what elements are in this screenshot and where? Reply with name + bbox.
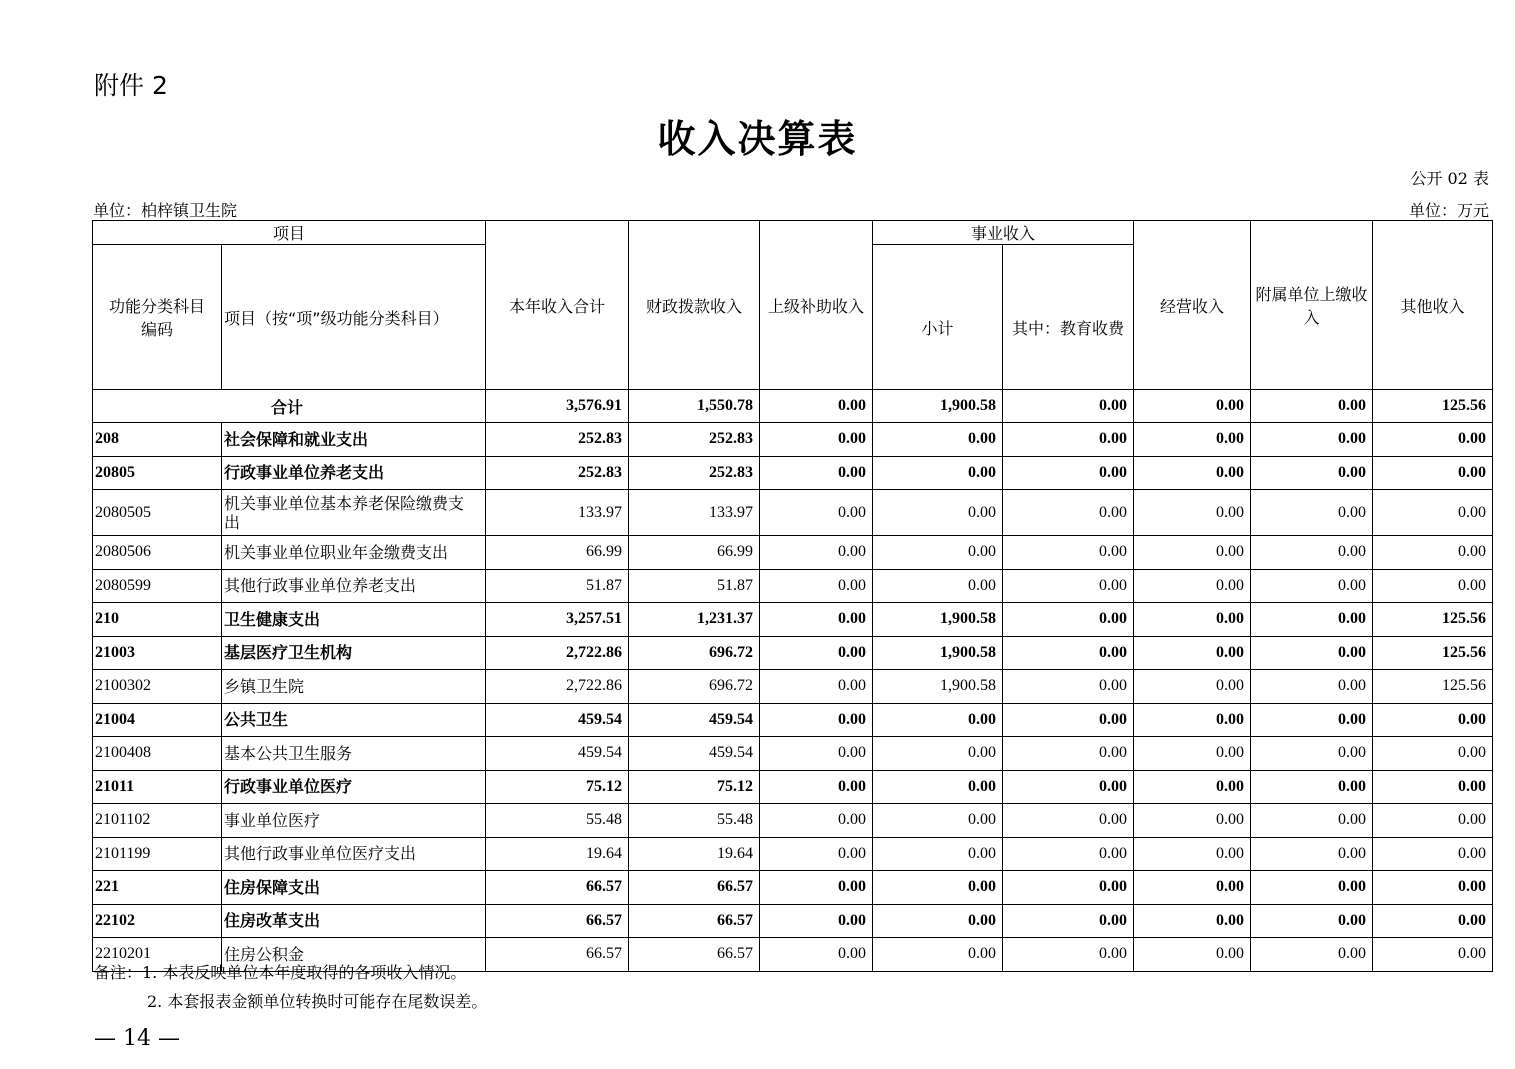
amount-cell: 0.00: [1134, 871, 1251, 905]
amount-cell: 0.00: [1251, 670, 1373, 704]
total-value: 0.00: [1134, 390, 1251, 423]
amount-cell: 66.57: [486, 904, 629, 938]
table-body: [93, 390, 1493, 972]
subject-name: 乡镇卫生院: [222, 670, 486, 704]
amount-cell: 459.54: [629, 737, 760, 771]
subject-code: 2080506: [93, 536, 222, 570]
table-row: [93, 636, 1493, 670]
table-row: [93, 490, 1493, 536]
header-superior-subsidy: 上级补助收入: [760, 221, 873, 390]
header-project: 项目: [93, 221, 486, 245]
amount-cell: 133.97: [629, 490, 760, 536]
amount-cell: 125.56: [1373, 603, 1493, 637]
amount-cell: 0.00: [873, 569, 1003, 603]
subject-code: 2101199: [93, 837, 222, 871]
amount-cell: 0.00: [760, 737, 873, 771]
subject-name: 住房公积金: [222, 938, 486, 972]
total-row: [93, 390, 1493, 423]
subject-code: 2080599: [93, 569, 222, 603]
total-value: 1,900.58: [873, 390, 1003, 423]
amount-cell: 66.57: [629, 871, 760, 905]
amount-cell: 66.57: [486, 938, 629, 972]
total-value: 125.56: [1373, 390, 1493, 423]
amount-cell: 0.00: [1003, 456, 1134, 490]
subject-code: 208: [93, 423, 222, 457]
subject-code: 21011: [93, 770, 222, 804]
amount-cell: 252.83: [629, 423, 760, 457]
amount-cell: 0.00: [1373, 770, 1493, 804]
amount-cell: 0.00: [1134, 636, 1251, 670]
total-value: 0.00: [760, 390, 873, 423]
amount-cell: 0.00: [873, 904, 1003, 938]
subject-code: 210: [93, 603, 222, 637]
amount-cell: 252.83: [629, 456, 760, 490]
amount-cell: 0.00: [1134, 703, 1251, 737]
amount-cell: 75.12: [629, 770, 760, 804]
amount-cell: 0.00: [760, 804, 873, 838]
total-label: 合计: [93, 390, 486, 423]
notes: [94, 958, 487, 1016]
amount-cell: 51.87: [629, 569, 760, 603]
amount-cell: 66.57: [486, 871, 629, 905]
total-value: 0.00: [1003, 390, 1134, 423]
amount-cell: 0.00: [1373, 569, 1493, 603]
amount-cell: 0.00: [1134, 456, 1251, 490]
amount-cell: 0.00: [760, 670, 873, 704]
amount-cell: 0.00: [760, 904, 873, 938]
subject-name: 机关事业单位基本养老保险缴费支出: [222, 490, 486, 536]
amount-cell: 0.00: [873, 423, 1003, 457]
amount-cell: 696.72: [629, 636, 760, 670]
amount-cell: 0.00: [1003, 871, 1134, 905]
amount-cell: 0.00: [1373, 938, 1493, 972]
note-1: 备注：1. 本表反映单位本年度取得的各项收入情况。: [94, 963, 467, 982]
amount-cell: 1,900.58: [873, 636, 1003, 670]
amount-cell: 2,722.86: [486, 670, 629, 704]
unit-currency: 单位：万元: [1408, 201, 1489, 220]
subject-name: 行政事业单位医疗: [222, 770, 486, 804]
total-value: 3,576.91: [486, 390, 629, 423]
amount-cell: 0.00: [1003, 938, 1134, 972]
table-row: [93, 603, 1493, 637]
header-education-fee: 其中：教育收费: [1003, 245, 1134, 390]
amount-cell: 55.48: [486, 804, 629, 838]
amount-cell: 0.00: [760, 636, 873, 670]
amount-cell: 0.00: [1251, 456, 1373, 490]
subject-code: 2210201: [93, 938, 222, 972]
table-row: [93, 670, 1493, 704]
amount-cell: 0.00: [1251, 904, 1373, 938]
header-code: 功能分类科目编码: [93, 245, 222, 390]
subject-code: 2100408: [93, 737, 222, 771]
table-row: [93, 804, 1493, 838]
amount-cell: 0.00: [760, 490, 873, 536]
amount-cell: 0.00: [1134, 804, 1251, 838]
subject-name: 社会保障和就业支出: [222, 423, 486, 457]
amount-cell: 459.54: [486, 737, 629, 771]
amount-cell: 0.00: [1003, 737, 1134, 771]
amount-cell: 0.00: [1134, 490, 1251, 536]
total-value: 1,550.78: [629, 390, 760, 423]
page-number: — 14 —: [94, 1026, 180, 1051]
subject-code: 20805: [93, 456, 222, 490]
amount-cell: 0.00: [873, 536, 1003, 570]
amount-cell: 0.00: [873, 737, 1003, 771]
amount-cell: 0.00: [1003, 636, 1134, 670]
amount-cell: 51.87: [486, 569, 629, 603]
amount-cell: 0.00: [1134, 837, 1251, 871]
total-value: 0.00: [1251, 390, 1373, 423]
amount-cell: 66.57: [629, 904, 760, 938]
amount-cell: 0.00: [1373, 703, 1493, 737]
amount-cell: 19.64: [486, 837, 629, 871]
subject-code: 22102: [93, 904, 222, 938]
table-row: [93, 569, 1493, 603]
subject-code: 21004: [93, 703, 222, 737]
amount-cell: 0.00: [1134, 536, 1251, 570]
amount-cell: 0.00: [1003, 603, 1134, 637]
unit-organization: 单位：柏梓镇卫生院: [93, 201, 238, 220]
header-subtotal: 小计: [873, 245, 1003, 390]
amount-cell: 0.00: [1251, 536, 1373, 570]
amount-cell: 0.00: [760, 871, 873, 905]
amount-cell: 0.00: [1373, 871, 1493, 905]
amount-cell: 0.00: [1003, 569, 1134, 603]
amount-cell: 0.00: [1251, 804, 1373, 838]
note-2: 2. 本套报表金额单位转换时可能存在尾数误差。: [147, 992, 488, 1011]
header-fiscal: 财政拨款收入: [629, 221, 760, 390]
amount-cell: 459.54: [486, 703, 629, 737]
amount-cell: 696.72: [629, 670, 760, 704]
amount-cell: 0.00: [1003, 670, 1134, 704]
amount-cell: 0.00: [1373, 423, 1493, 457]
amount-cell: 459.54: [629, 703, 760, 737]
amount-cell: 0.00: [1134, 938, 1251, 972]
amount-cell: 0.00: [1251, 837, 1373, 871]
amount-cell: 0.00: [760, 938, 873, 972]
amount-cell: 0.00: [1134, 569, 1251, 603]
amount-cell: 0.00: [873, 490, 1003, 536]
subject-code: 2080505: [93, 490, 222, 536]
amount-cell: 0.00: [1251, 737, 1373, 771]
amount-cell: 1,900.58: [873, 670, 1003, 704]
amount-cell: 0.00: [760, 569, 873, 603]
amount-cell: 0.00: [1373, 456, 1493, 490]
amount-cell: 133.97: [486, 490, 629, 536]
amount-cell: 0.00: [760, 837, 873, 871]
income-table: [92, 220, 1493, 972]
subject-name: 行政事业单位养老支出: [222, 456, 486, 490]
amount-cell: 0.00: [873, 837, 1003, 871]
amount-cell: 0.00: [1251, 490, 1373, 536]
subject-name: 基层医疗卫生机构: [222, 636, 486, 670]
amount-cell: 0.00: [1373, 904, 1493, 938]
subject-name: 卫生健康支出: [222, 603, 486, 637]
subject-name: 其他行政事业单位医疗支出: [222, 837, 486, 871]
amount-cell: 0.00: [1373, 837, 1493, 871]
amount-cell: 0.00: [760, 536, 873, 570]
amount-cell: 0.00: [1251, 603, 1373, 637]
page-title: 收入决算表: [657, 117, 858, 161]
amount-cell: 0.00: [1003, 490, 1134, 536]
amount-cell: 19.64: [629, 837, 760, 871]
amount-cell: 0.00: [1003, 703, 1134, 737]
amount-cell: 125.56: [1373, 636, 1493, 670]
subject-name: 基本公共卫生服务: [222, 737, 486, 771]
amount-cell: 0.00: [1003, 770, 1134, 804]
amount-cell: 75.12: [486, 770, 629, 804]
amount-cell: 55.48: [629, 804, 760, 838]
amount-cell: 0.00: [760, 603, 873, 637]
table-row: [93, 423, 1493, 457]
amount-cell: 0.00: [1134, 770, 1251, 804]
amount-cell: 0.00: [1251, 703, 1373, 737]
amount-cell: 0.00: [1134, 904, 1251, 938]
amount-cell: 0.00: [1251, 569, 1373, 603]
amount-cell: 0.00: [873, 938, 1003, 972]
table-row: [93, 904, 1493, 938]
amount-cell: 0.00: [760, 423, 873, 457]
amount-cell: 0.00: [1003, 536, 1134, 570]
table-row: [93, 871, 1493, 905]
amount-cell: 252.83: [486, 456, 629, 490]
header-affiliated: 附属单位上缴收入: [1251, 221, 1373, 390]
subject-code: 2101102: [93, 804, 222, 838]
table-row: [93, 703, 1493, 737]
amount-cell: 0.00: [1251, 636, 1373, 670]
amount-cell: 66.99: [629, 536, 760, 570]
header-operating-income: 经营收入: [1134, 221, 1251, 390]
header-total-income: 本年收入合计: [486, 221, 629, 390]
table-row: [93, 536, 1493, 570]
header-other-income: 其他收入: [1373, 221, 1493, 390]
amount-cell: 66.99: [486, 536, 629, 570]
table-row: [93, 770, 1493, 804]
amount-cell: 0.00: [1003, 837, 1134, 871]
subject-name: 公共卫生: [222, 703, 486, 737]
amount-cell: 0.00: [873, 871, 1003, 905]
subject-code: 2100302: [93, 670, 222, 704]
amount-cell: 0.00: [1003, 904, 1134, 938]
amount-cell: 2,722.86: [486, 636, 629, 670]
header-business-income: 事业收入: [873, 221, 1134, 245]
table-row: [93, 737, 1493, 771]
amount-cell: 0.00: [1134, 603, 1251, 637]
amount-cell: 3,257.51: [486, 603, 629, 637]
header-item: 项目（按“项”级功能分类科目）: [222, 245, 486, 390]
amount-cell: 0.00: [873, 804, 1003, 838]
amount-cell: 0.00: [1251, 423, 1373, 457]
amount-cell: 0.00: [1134, 737, 1251, 771]
subject-name: 机关事业单位职业年金缴费支出: [222, 536, 486, 570]
attachment-label: 附件 2: [94, 71, 168, 100]
amount-cell: 0.00: [1373, 804, 1493, 838]
subject-code: 21003: [93, 636, 222, 670]
amount-cell: 0.00: [1134, 423, 1251, 457]
amount-cell: 0.00: [760, 703, 873, 737]
amount-cell: 0.00: [873, 770, 1003, 804]
amount-cell: 0.00: [1134, 670, 1251, 704]
amount-cell: 1,231.37: [629, 603, 760, 637]
amount-cell: 0.00: [873, 703, 1003, 737]
table-code: 公开 02 表: [1410, 169, 1489, 188]
amount-cell: 0.00: [1373, 536, 1493, 570]
amount-cell: 125.56: [1373, 670, 1493, 704]
amount-cell: 1,900.58: [873, 603, 1003, 637]
amount-cell: 0.00: [1251, 770, 1373, 804]
amount-cell: 0.00: [1251, 938, 1373, 972]
subject-name: 事业单位医疗: [222, 804, 486, 838]
amount-cell: 0.00: [1003, 804, 1134, 838]
amount-cell: 66.57: [629, 938, 760, 972]
amount-cell: 0.00: [760, 770, 873, 804]
amount-cell: 252.83: [486, 423, 629, 457]
amount-cell: 0.00: [760, 456, 873, 490]
amount-cell: 0.00: [873, 456, 1003, 490]
amount-cell: 0.00: [1003, 423, 1134, 457]
amount-cell: 0.00: [1373, 490, 1493, 536]
subject-name: 其他行政事业单位养老支出: [222, 569, 486, 603]
subject-code: 221: [93, 871, 222, 905]
table-row: [93, 456, 1493, 490]
amount-cell: 0.00: [1373, 737, 1493, 771]
subject-name: 住房保障支出: [222, 871, 486, 905]
table-row: [93, 837, 1493, 871]
amount-cell: 0.00: [1251, 871, 1373, 905]
subject-name: 住房改革支出: [222, 904, 486, 938]
